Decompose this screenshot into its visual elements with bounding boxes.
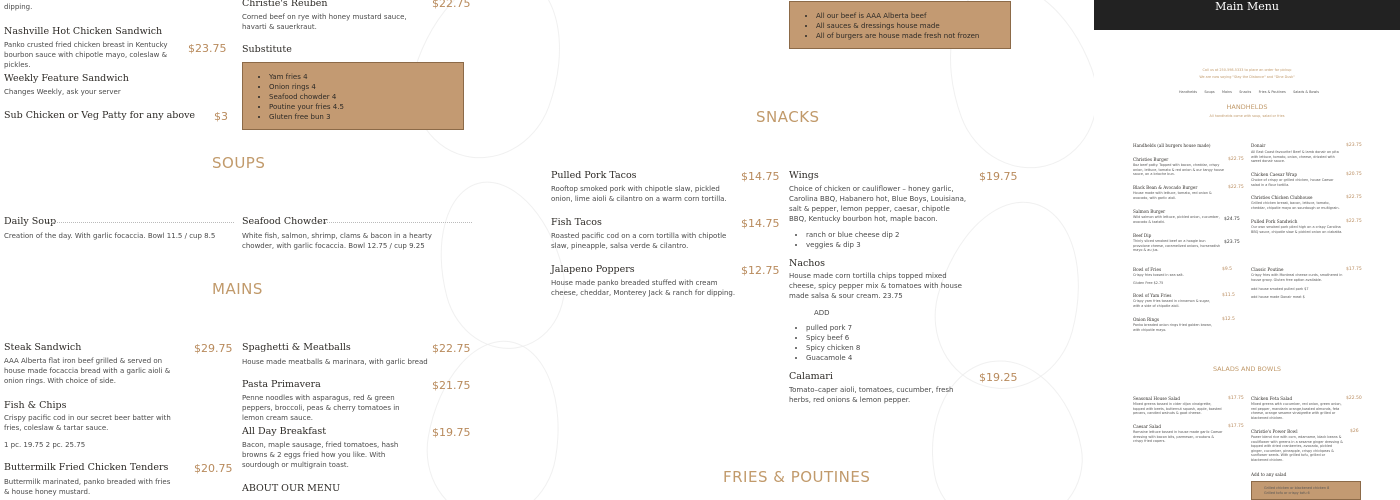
- preview-item-title: Classic Poutine: [1251, 267, 1284, 272]
- item-desc: Rooftop smoked pork with chipotle slaw, pickled onion, lime aioli & cilantro on a warm corn tortilla.: [551, 185, 727, 203]
- preview-item-title: Pulled Pork Sandwich: [1251, 219, 1298, 224]
- addon-item: • Spicy chicken 8: [806, 343, 860, 353]
- preview-handhelds-note: Handhelds (all burgers house made): [1133, 143, 1211, 148]
- item-desc: House made corn tortilla chips topped mixed cheese, spicy pepper mix & tomatoes with house made salsa & sour cream. 23.75: [789, 272, 962, 300]
- preview-item-price: $17.75: [1346, 267, 1362, 272]
- item-extra: 1 pc. 19.75 2 pc. 25.75: [4, 441, 86, 449]
- item-title: Fish & Chips: [4, 400, 67, 411]
- section-heading-snacks: SNACKS: [756, 108, 820, 126]
- addon-item: • Spicy beef 6: [806, 333, 860, 343]
- preview-item-title: Black Bean & Avocado Burger: [1133, 185, 1198, 190]
- addon-item: • veggies & dip 3: [806, 240, 899, 250]
- preview-item-desc: Wild salmon with lettuce, pickled onion, cucumber, avocado & tzatziki.: [1133, 215, 1220, 224]
- preview-open-line: We are now saying "Stay the Distance" and "Dine Dusk": [1199, 75, 1295, 79]
- preview-nav-link[interactable]: Fries & Poutines: [1258, 90, 1286, 94]
- about-item: • All our beef is AAA Alberta beef: [816, 11, 1010, 21]
- item-desc: Panko crusted fried chicken breast in Kentucky bourbon sauce with chipotle mayo, coleslaw & pickles.: [4, 41, 168, 69]
- preview-item-price: $22.75: [1346, 219, 1362, 224]
- substitute-item: • Yam fries 4: [269, 72, 463, 82]
- preview-item-title: Seasonal House Salad: [1133, 396, 1181, 401]
- item-title: Nashville Hot Chicken Sandwich: [4, 26, 163, 37]
- item-desc: House made panko breaded stuffed with cream cheese, cheddar, Monterey Jack & ranch for dipping.: [551, 279, 736, 297]
- item-price: $20.75: [194, 462, 233, 475]
- preview-handhelds-heading: HANDHELDS: [1226, 103, 1268, 111]
- preview-item-desc: Thinly sliced smoked beef on a hoagie bun provolone cheese, caramelized onions, horseradish mayo & au jus.: [1133, 239, 1221, 252]
- item-title: Jalapeno Poppers: [551, 264, 635, 275]
- preview-item-extra: add house made Donair meat $: [1251, 295, 1305, 299]
- preview-item-desc: Crispy yam fries tossed in cinnamon & sugar, with a side of chipotle aioli.: [1133, 299, 1211, 308]
- preview-handhelds-sub: All handhelds come with soup, salad or fries: [1209, 114, 1285, 118]
- preview-item-title: Christies Chicken Clubhouse: [1251, 195, 1313, 200]
- item-price: $21.75: [432, 379, 471, 392]
- preview-item-title: Salmon Burger: [1133, 209, 1166, 214]
- item-desc: House made meatballs & marinara, with garlic bread: [242, 358, 428, 366]
- preview-item-price: $17.75: [1228, 396, 1244, 401]
- preview-item-desc: All East Coast favourite! Beef & lamb donair on pita with lettuce, tomato, onion, cheese, drizzled with sweet donair sauce.: [1251, 150, 1339, 163]
- addon-item: • Guacamole 4: [806, 353, 860, 363]
- item-title: Wings: [789, 170, 819, 181]
- item-desc: Bacon, maple sausage, fried tomatoes, hash browns & 2 eggs fried how you like. With sourdough or multigrain toast.: [242, 441, 399, 469]
- item-price: $14.75: [741, 170, 780, 183]
- preview-call-line: Call us at 250-598-5333 to place an order for pickup: [1202, 68, 1292, 72]
- item-price: $19.75: [979, 170, 1018, 183]
- item-title: Calamari: [789, 371, 833, 382]
- preview-item-price: $22.50: [1346, 396, 1362, 401]
- preview-item-desc: Grilled chicken breast, bacon, lettuce, tomato, cheddar, chipotle mayo on sourdough or multigrain.: [1251, 201, 1340, 210]
- preview-header: [1094, 0, 1400, 30]
- preview-item-price: $22.75: [1228, 185, 1244, 190]
- substitute-item: • Gluten free bun 3: [269, 112, 463, 122]
- item-title: Daily Soup: [4, 216, 57, 227]
- about-menu-box: [789, 1, 1011, 49]
- item-title: Steak Sandwich: [4, 342, 82, 353]
- preview-item-desc: 8oz beef patty. Topped with bacon, cheddar, crispy onion, lettuce, tomato & red onion & our tangy house sauce, on a brioche bun.: [1133, 163, 1225, 176]
- addon-item: • ranch or blue cheese dip 2: [806, 230, 899, 240]
- preview-item-title: Bowl of Fries: [1133, 267, 1162, 272]
- preview-item-price: $11.5: [1222, 293, 1235, 298]
- item-title: Christie's Reuben: [242, 0, 328, 9]
- preview-item-price: $20.75: [1346, 172, 1362, 177]
- item-desc: White fish, salmon, shrimp, clams & bacon in a hearty chowder, with garlic focaccia. Bowl 12.75 / cup 9.25: [242, 232, 432, 250]
- preview-item-price: $17.75: [1228, 424, 1244, 429]
- item-desc: Tomato–caper aioli, tomatoes, cucumber, fresh herbs, red onions & lemon pepper.: [789, 386, 954, 404]
- item-price: $22.75: [432, 342, 471, 355]
- preview-item-price: $26: [1350, 429, 1359, 434]
- preview-title: Main Menu: [1215, 0, 1279, 13]
- item-desc: Roasted pacific cod on a corn tortilla with chipotle slaw, pineapple, salsa verde & cilantro.: [551, 232, 727, 250]
- preview-item-desc: Romaine lettuce tossed in house made garlic Caesar dressing with bacon bits, parmesan, croutons & crispy fried capers.: [1133, 430, 1223, 443]
- item-price: $12.75: [741, 264, 780, 277]
- preview-item-price: $9.5: [1222, 267, 1233, 272]
- preview-item-price: $22.75: [1228, 157, 1244, 162]
- item-title: Pasta Primavera: [242, 379, 321, 390]
- item-title: Seafood Chowder: [242, 216, 328, 227]
- preview-item-title: Chicken Caesar Wrap: [1251, 172, 1298, 177]
- item-title: Spaghetti & Meatballs: [242, 342, 351, 353]
- item-desc: Buttermilk marinated, panko breaded with fries & house honey mustard.: [4, 478, 171, 496]
- preview-item-title: Onion Rings: [1133, 317, 1160, 322]
- preview-item-desc: Choice of crispy or grilled chicken, house Caesar salad in a flour tortilla.: [1251, 178, 1334, 187]
- item-title: Weekly Feature Sandwich: [4, 73, 129, 84]
- preview-item-extra: Gluten Free $2.75: [1133, 281, 1164, 285]
- preview-nav-link[interactable]: Soups: [1204, 90, 1215, 94]
- section-heading-soups: SOUPS: [212, 154, 266, 172]
- preview-add-box: [1251, 481, 1361, 500]
- section-heading-fries: FRIES & POUTINES: [723, 468, 871, 486]
- item-desc: Creation of the day. With garlic focaccia. Bowl 11.5 / cup 8.5: [4, 232, 216, 240]
- item-desc: Crispy pacific cod in our secret beer batter with fries, coleslaw & tartar sauce.: [4, 414, 171, 432]
- preview-nav-link[interactable]: Snacks: [1239, 90, 1252, 94]
- preview-item-desc: Power blend rice with corn, edamame, black beans & cauliflower with greens in a sesame ginger dressing & topped with dried cranberries, avocado, pickled ginger, cucumber, pineapple, crispy chickpeas & sunflower seeds. With grilled tofu, grilled or blackened chicken.: [1251, 435, 1343, 462]
- preview-item-desc: Crispy fries tossed in sea salt.: [1133, 273, 1184, 277]
- item-title: Buttermilk Fried Chicken Tenders: [4, 462, 169, 473]
- preview-item-title: Bowl of Yam Fries: [1133, 293, 1172, 298]
- menu-preview-panel: [1094, 0, 1400, 500]
- preview-nav-link[interactable]: Salads & Bowls: [1293, 90, 1319, 94]
- preview-item-title: Christie's Power Bowl: [1251, 429, 1298, 434]
- substitute-box: [242, 62, 464, 130]
- about-item: • All of burgers are house made fresh not frozen: [816, 31, 1010, 41]
- preview-item-desc: Our own smoked pork piled high on a crispy Carolina BBQ sauce, chipotle slaw & pickled onion on ciabatta.: [1251, 225, 1343, 234]
- wings-addons: [789, 230, 899, 250]
- item-title: All Day Breakfast: [242, 426, 327, 437]
- preview-item-price: $12.5: [1222, 317, 1235, 322]
- preview-item-desc: Crispy fries with Montreal cheese curds, smothered in house gravy. Gluten free option available.: [1251, 273, 1343, 282]
- item-price: $14.75: [741, 217, 780, 230]
- item-price: $22.75: [432, 0, 471, 10]
- item-desc: Penne noodles with asparagus, red & green peppers, broccoli, peas & cherry tomatoes in lemon cream sauce.: [242, 394, 400, 422]
- substitute-item: • Poutine your fries 4.5: [269, 102, 463, 112]
- preview-add-salad: Add to any salad: [1251, 472, 1287, 477]
- preview-add-item: Grilled chicken or blackened chicken 8: [1264, 486, 1330, 490]
- preview-nav-link[interactable]: Handhelds: [1179, 90, 1198, 94]
- preview-item-title: Caesar Salad: [1133, 424, 1162, 429]
- preview-item-title: Beef Dip: [1133, 233, 1152, 238]
- addon-item: • pulled pork 7: [806, 323, 860, 333]
- preview-nav-link[interactable]: Mains: [1222, 90, 1232, 94]
- add-label: ADD: [814, 309, 830, 317]
- section-heading-mains: MAINS: [212, 280, 263, 298]
- item-desc: Choice of chicken or cauliflower – honey garlic, Carolina BBQ, Habanero hot, Blue Boys, Louisiana, salt & pepper, lemon pepper, caesar, chipotle BBQ, Kentucky bourbon hot, maple bacon.: [789, 185, 967, 223]
- item-title: Nachos: [789, 258, 826, 269]
- item-price: $19.25: [979, 371, 1018, 384]
- item-price: $23.75: [188, 42, 227, 55]
- preview-item-price: $23.75: [1224, 240, 1240, 245]
- item-desc-fragment: dipping.: [4, 3, 33, 11]
- preview-item-extra: add house smoked pulled pork $7: [1251, 287, 1309, 291]
- preview-nav: [1179, 90, 1319, 95]
- item-price: $19.75: [432, 426, 471, 439]
- dotted-leader: [312, 216, 472, 223]
- item-title: Sub Chicken or Veg Patty for any above: [4, 110, 196, 121]
- preview-item-desc: Mixed greens tossed in cider dijon vinaigrette, topped with beets, butternut squash, apple, toasted pecans, candied walnuts & goat cheese.: [1133, 402, 1222, 415]
- item-desc: Changes Weekly, ask your server: [4, 88, 121, 96]
- preview-add-item: Grilled tofu or crispy tofu 6: [1264, 490, 1310, 495]
- item-title: Pulled Pork Tacos: [551, 170, 637, 181]
- preview-item-title: Donair: [1251, 143, 1266, 148]
- preview-item-desc: Mixed greens with cucumber, red onion, green onion, red pepper, mandarin orange,toasted almonds, feta cheese, orange sesame vinaigrette with grilled or blackened chicken.: [1251, 402, 1342, 420]
- substitute-item: • Onion rings 4: [269, 82, 463, 92]
- preview-item-title: Christies Burger: [1133, 157, 1169, 162]
- item-title: Fish Tacos: [551, 217, 602, 228]
- preview-item-price: $23.75: [1346, 143, 1362, 148]
- preview-item-desc: Panko breaded onion rings fried golden brown, with chipotle mayo.: [1133, 323, 1213, 332]
- nachos-addons: [789, 323, 860, 363]
- preview-item-title: Chicken Feta Salad: [1251, 396, 1293, 401]
- substitute-heading: Substitute: [242, 44, 292, 55]
- preview-salads-heading: SALADS AND BOWLS: [1212, 365, 1282, 373]
- item-desc: AAA Alberta flat iron beef grilled & served on house made focaccia bread with a garlic aioli & onion rings. With choice of side.: [4, 357, 171, 385]
- item-desc: Corned beef on rye with honey mustard sauce, havarti & sauerkraut.: [242, 13, 407, 31]
- preview-item-desc: House made with lettuce, tomato, red onion & avocado, with garlic aioli.: [1133, 191, 1212, 200]
- preview-item-price: $22.75: [1346, 195, 1362, 200]
- substitute-item: • Seafood chowder 4: [269, 92, 463, 102]
- preview-item-price: $24.75: [1224, 217, 1240, 222]
- item-price: $3: [214, 110, 228, 123]
- dotted-leader: [46, 216, 234, 223]
- item-price: $29.75: [194, 342, 233, 355]
- about-item: • All sauces & dressings house made: [816, 21, 1010, 31]
- about-menu-heading: ABOUT OUR MENU: [242, 483, 341, 494]
- leaf-decoration: [415, 330, 574, 500]
